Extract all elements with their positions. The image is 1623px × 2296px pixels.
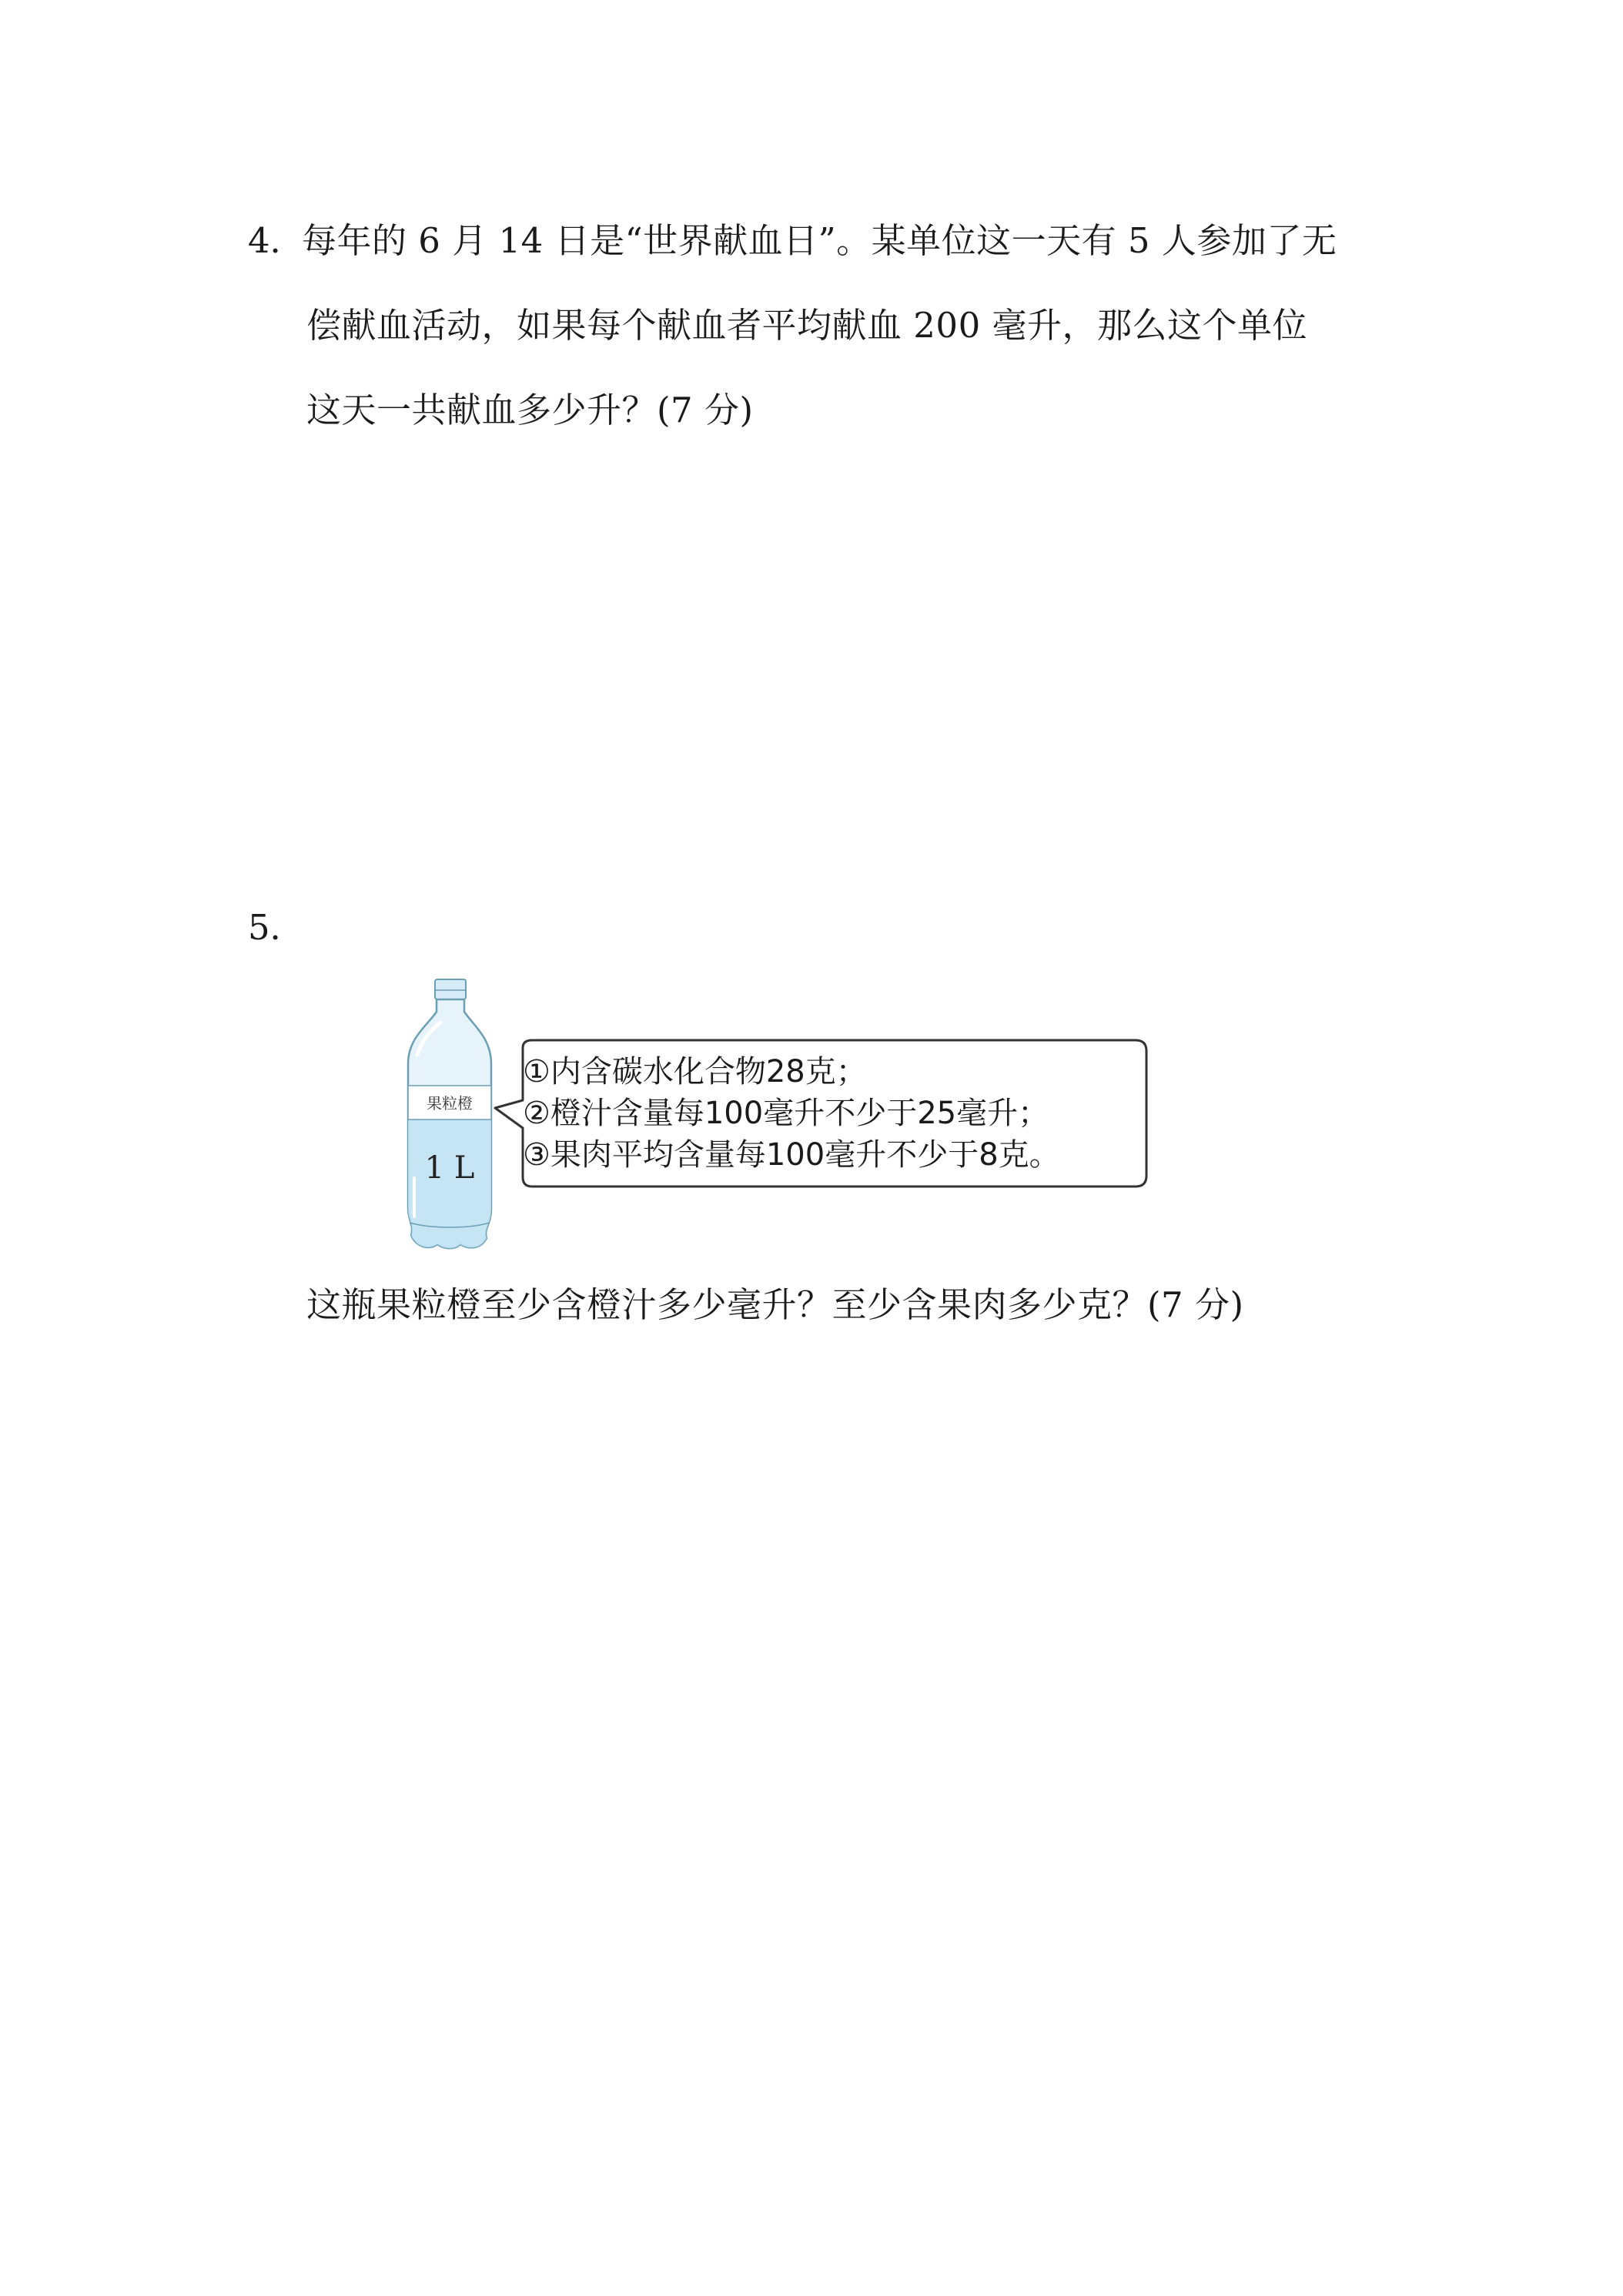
question-5-number: 5． xyxy=(248,907,305,948)
question-5-text: 这瓶果粒橙至少含橙汁多少毫升？至少含果肉多少克？(7 分) xyxy=(306,1284,1244,1325)
question-4-line-3: 这天一共献血多少升？(7 分) xyxy=(306,390,754,430)
info-line-3: ③果肉平均含量每100毫升不少于8克。 xyxy=(523,1137,1060,1173)
juice-bottle-illustration xyxy=(400,978,500,1255)
bottle-label-text: 果粒橙 xyxy=(427,1094,473,1113)
question-4-line-1: 每年的 6 月 14 日是“世界献血日”。某单位这一天有 5 人参加了无 xyxy=(302,220,1337,261)
info-line-2: ②橙汁含量每100毫升不少于25毫升； xyxy=(523,1096,1049,1131)
info-line-1: ①内含碳水化合物28克； xyxy=(523,1054,867,1089)
bottle-volume-text: 1 L xyxy=(424,1150,475,1186)
info-speech-bubble xyxy=(489,1037,1151,1191)
question-4-line-2: 偿献血活动，如果每个献血者平均献血 200 毫升，那么这个单位 xyxy=(306,305,1308,346)
question-4-number: 4． xyxy=(248,220,305,261)
